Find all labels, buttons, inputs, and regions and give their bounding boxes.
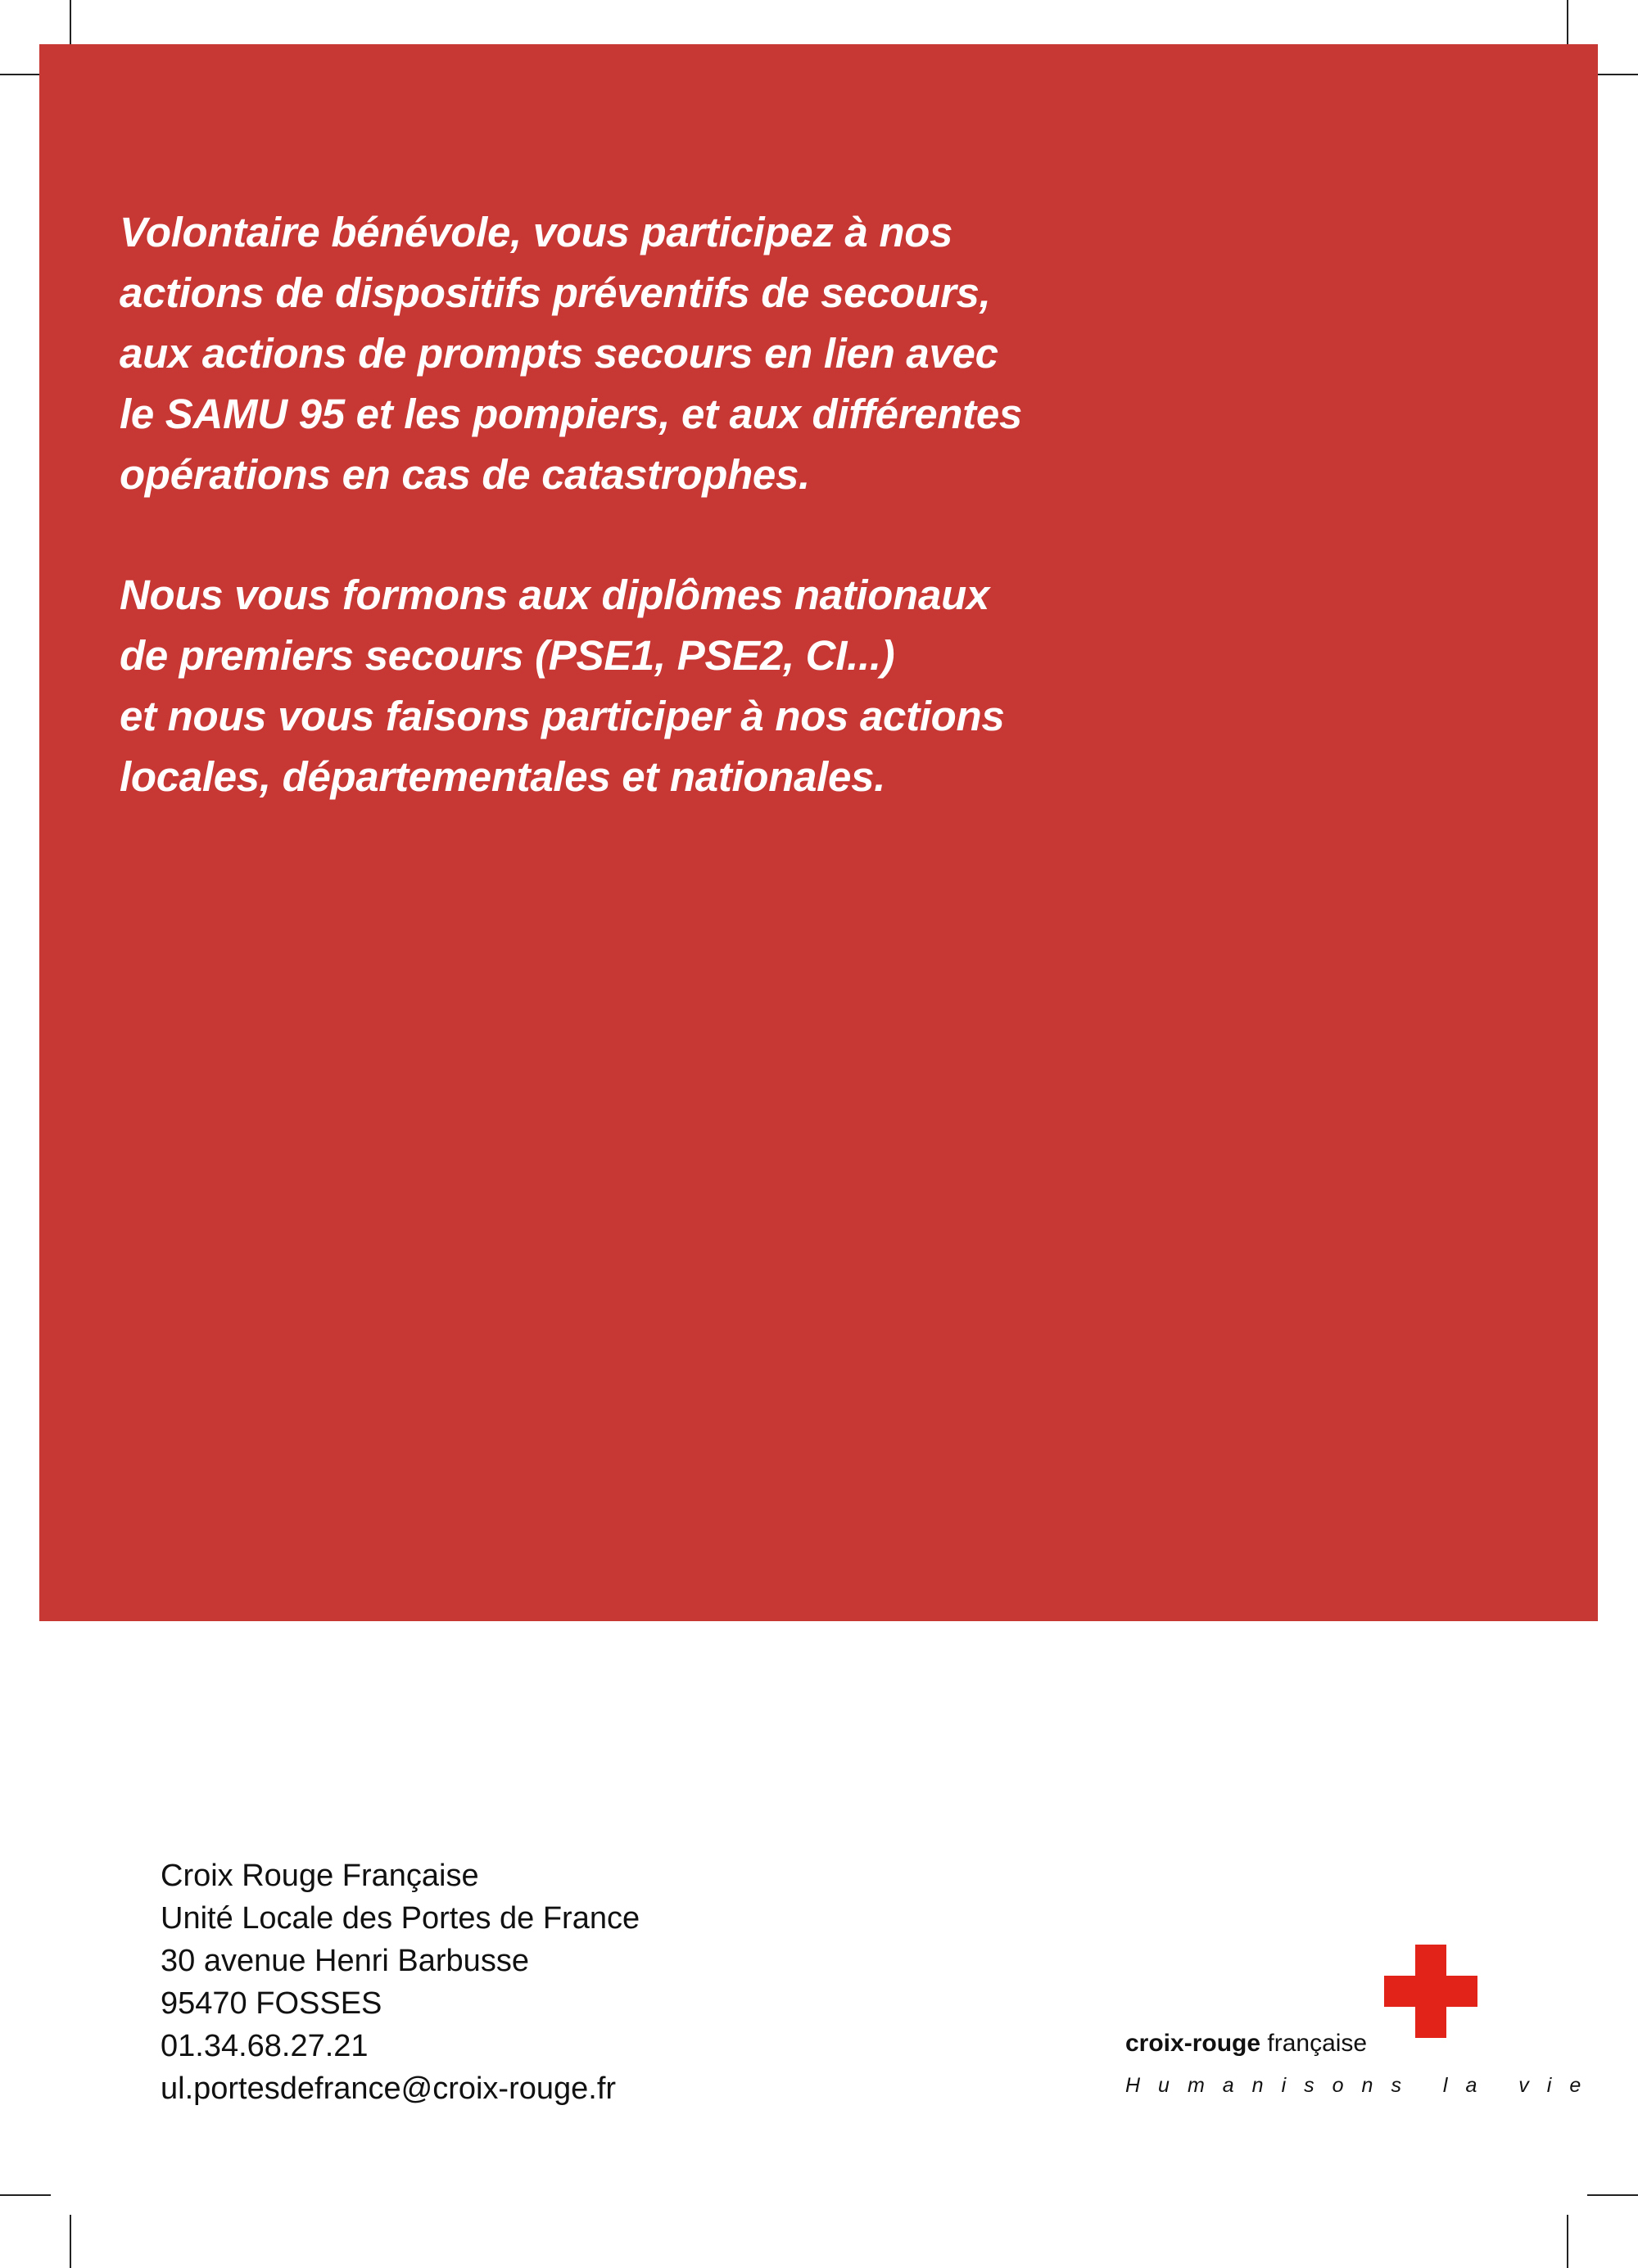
red-cross-icon bbox=[1384, 1945, 1477, 2038]
contact-block bbox=[161, 1855, 640, 2110]
text-line: opérations en cas de catastrophes. bbox=[120, 451, 810, 498]
unit-name: Unité Locale des Portes de France bbox=[161, 1901, 640, 1936]
text-line: locales, départementales et nationales. bbox=[120, 753, 886, 800]
email-address: ul.portesdefrance@croix-rouge.fr bbox=[161, 2071, 617, 2106]
logo-name-regular: française bbox=[1267, 2030, 1368, 2057]
crop-mark bbox=[0, 2194, 51, 2196]
phone-number: 01.34.68.27.21 bbox=[161, 2029, 369, 2063]
volunteer-paragraph bbox=[120, 202, 1022, 505]
croix-rouge-logo bbox=[1122, 1945, 1600, 2108]
street-address: 30 avenue Henri Barbusse bbox=[161, 1944, 529, 1978]
logo-name bbox=[1125, 2030, 1367, 2058]
training-paragraph bbox=[120, 565, 1004, 807]
city: 95470 FOSSES bbox=[161, 1986, 382, 2021]
logo-name-bold: croix-rouge bbox=[1125, 2030, 1261, 2057]
org-name: Croix Rouge Française bbox=[161, 1859, 479, 1893]
text-line: de premiers secours (PSE1, PSE2, CI...) bbox=[120, 632, 895, 679]
crop-mark bbox=[1587, 2194, 1638, 2196]
text-line: le SAMU 95 et les pompiers, et aux différentes bbox=[120, 391, 1022, 437]
text-line: actions de dispositifs préventifs de secours, bbox=[120, 269, 991, 316]
logo-tagline: Humanisons la vie bbox=[1125, 2074, 1600, 2097]
crop-mark bbox=[1567, 2215, 1568, 2268]
crop-mark bbox=[70, 2215, 71, 2268]
text-line: et nous vous faisons participer à nos actions bbox=[120, 693, 1005, 739]
text-line: aux actions de prompts secours en lien avec bbox=[120, 330, 998, 377]
text-line: Volontaire bénévole, vous participez à nos bbox=[120, 209, 953, 255]
text-line: Nous vous formons aux diplômes nationaux bbox=[120, 572, 989, 618]
